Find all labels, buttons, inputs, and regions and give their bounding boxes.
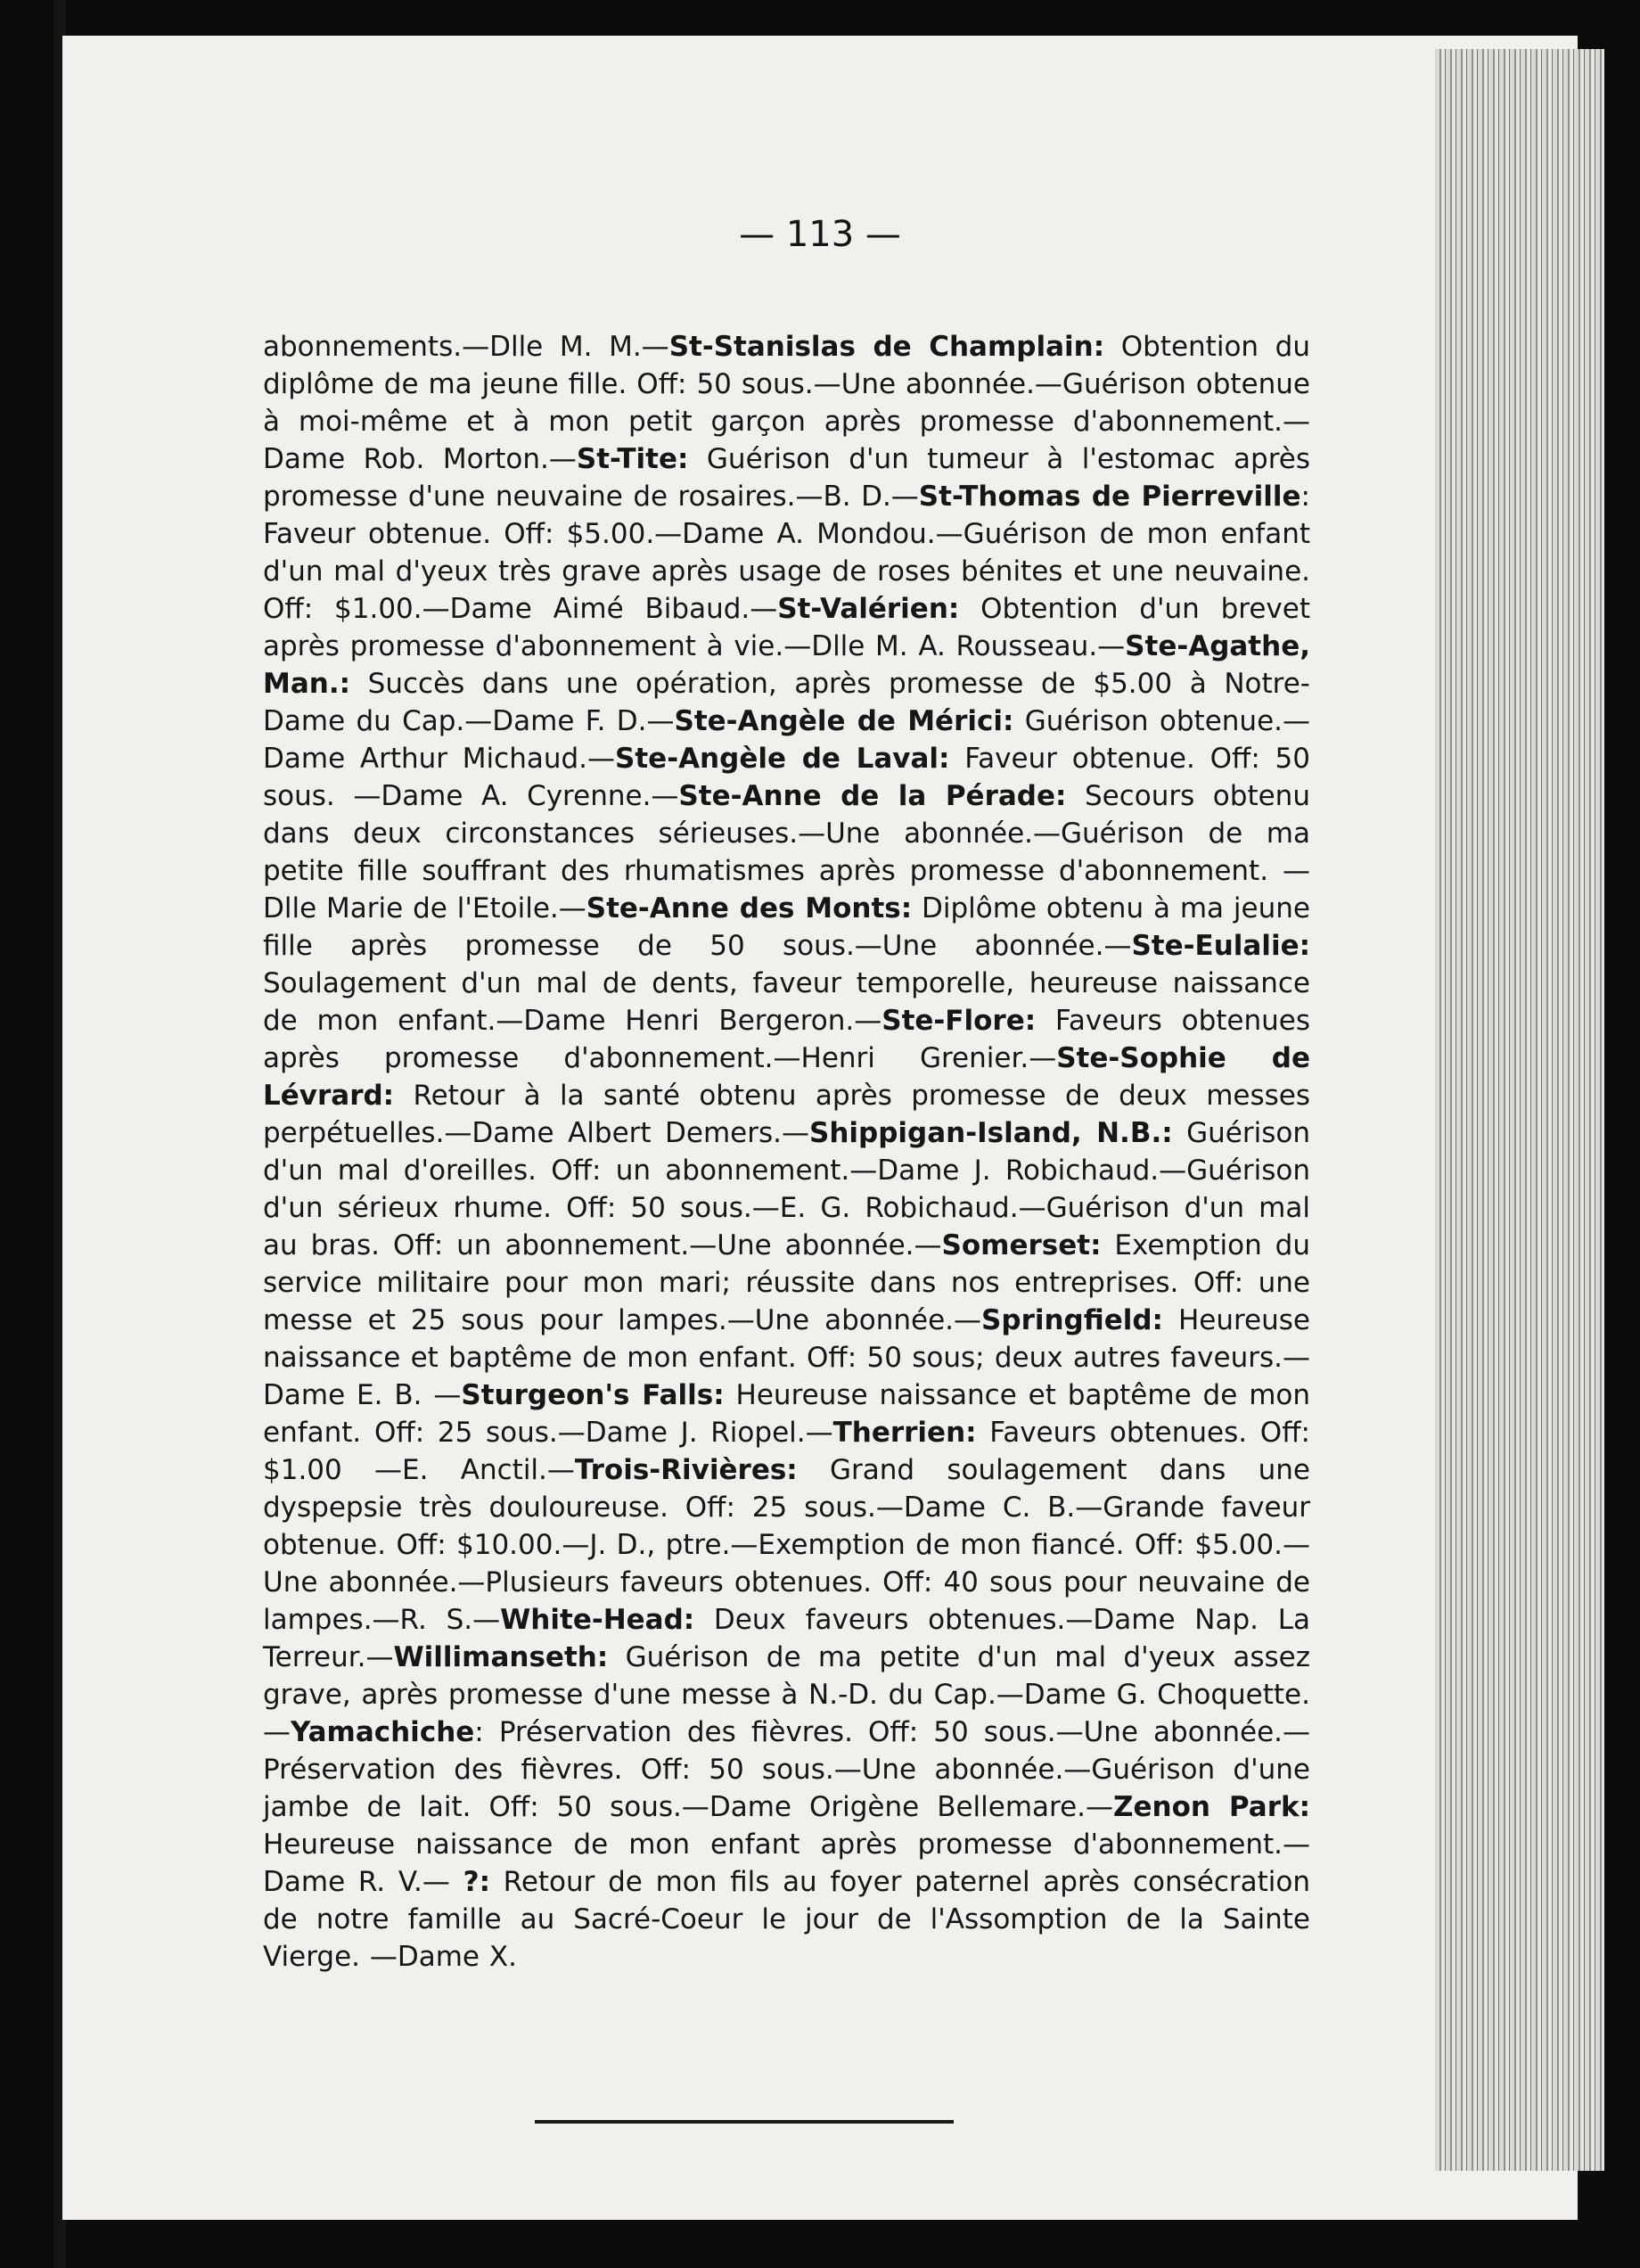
place-heading: White-Head:: [500, 1604, 695, 1636]
place-heading: Ste-Flore:: [882, 1005, 1037, 1037]
book-page: [62, 36, 1578, 2220]
place-heading: Zenon Park:: [1113, 1791, 1310, 1823]
body-text-run: Exemption du service militaire pour mon mari; réussite dans nos entreprises. Off: une messe et 25 sous pour lampes.—Une abonnée.—: [263, 1229, 1310, 1336]
body-text-run: Secours obtenu dans deux circonstances sérieuses.—Une abonnée.—Guérison de ma petite fille souffrant des rhumatismes après promesse d'abonnement. —Dlle Marie de l'Etoile.—: [263, 780, 1310, 924]
place-heading: Shippigan-Island, N.B.:: [809, 1117, 1173, 1149]
place-heading: Ste-Agathe, Man.:: [263, 630, 1310, 700]
place-heading: Springfield:: [981, 1304, 1163, 1336]
body-text-run: Obtention d'un brevet après promesse d'abonnement à vie.—Dlle M. A. Rousseau.—: [263, 593, 1311, 662]
body-text: [263, 328, 1310, 1976]
body-text-run: Faveurs obtenues après promesse d'abonnement.—Henri Grenier.—: [263, 1005, 1310, 1074]
place-heading: Willimanseth:: [393, 1641, 609, 1673]
place-heading: Ste-Angèle de Mérici:: [674, 705, 1014, 737]
body-text-run: Retour à la santé obtenu après promesse de deux messes perpétuelles.—Dame Albert Demers.—: [263, 1080, 1310, 1149]
place-heading: Ste-Sophie de Lévrard:: [263, 1042, 1310, 1112]
body-text-run: : Préservation des fièvres. Off: 50 sous.—Une abonnée.—Préservation des fièvres. Off: 50 sous.—Une abonnée.—Guérison d'une jambe de lait. Off: 50 sous.—Dame Origène Bellemare.—: [263, 1716, 1310, 1823]
place-heading: Ste-Anne des Monts:: [586, 892, 913, 924]
place-heading: ?:: [463, 1866, 490, 1898]
body-text-run: Succès dans une opération, après promesse de $5.00 à Notre-Dame du Cap.—Dame F. D.—: [263, 668, 1310, 737]
body-text-run: Soulagement d'un mal de dents, faveur temporelle, heureuse naissance de mon enfant.—Dame Henri Bergeron.—: [263, 967, 1310, 1037]
place-heading: Somerset:: [941, 1229, 1102, 1261]
body-text-run: Guérison d'un mal d'oreilles. Off: un abonnement.—Dame J. Robichaud.—Guérison d'un sérieux rhume. Off: 50 sous.—E. G. Robichaud.—Guérison d'un mal au bras. Off: un abonnement.—Une abonnée.—: [263, 1117, 1310, 1261]
body-text-run: Grand soulagement dans une dyspepsie très douloureuse. Off: 25 sous.—Dame C. B.—Grande faveur obtenue. Off: $10.00.—J. D., ptre.—Exemption de mon fiancé. Off: $5.00.—Une abonnée.—Plusieurs faveurs obtenues. Off: 40 sous pour neuvaine de lampes.—R. S.—: [263, 1454, 1310, 1636]
place-heading: St-Valérien:: [777, 593, 960, 625]
body-text-run: Guérison d'un tumeur à l'estomac après promesse d'une neuvaine de rosaires.—B. D.—: [263, 443, 1310, 513]
end-rule: [535, 2120, 954, 2124]
place-heading: Ste-Angèle de Laval:: [615, 743, 950, 775]
place-heading: Trois-Rivières:: [574, 1454, 798, 1486]
place-heading: Ste-Anne de la Pérade:: [678, 780, 1067, 812]
page-edges: [1435, 49, 1604, 2171]
body-text-run: Deux faveurs obtenues.—Dame Nap. La Terreur.—: [263, 1604, 1310, 1673]
body-text-run: Guérison obtenue.—Dame Arthur Michaud.—: [263, 705, 1310, 775]
place-heading: Sturgeon's Falls:: [461, 1379, 725, 1411]
place-heading: St-Tite:: [576, 443, 689, 475]
body-text-run: Diplôme obtenu à ma jeune fille après promesse de 50 sous.—Une abonnée.—: [263, 892, 1310, 962]
place-heading: St-Stanislas de Champlain:: [668, 331, 1105, 363]
body-text-run: Retour de mon fils au foyer paternel après consécration de notre famille au Sacré-Coeur le jour de l'Assomption de la Sainte Vierge. —Dame X.: [263, 1866, 1310, 1973]
body-text-run: Obtention du diplôme de ma jeune fille. Off: 50 sous.—Une abonnée.—Guérison obtenue à moi-même et à mon petit garçon après promesse d'abonnement.—Dame Rob. Morton.—: [263, 331, 1310, 475]
body-text-run: : Faveur obtenue. Off: $5.00.—Dame A. Mondou.—Guérison de mon enfant d'un mal d'yeux très grave après usage de roses bénites et une neuvaine. Off: $1.00.—Dame Aimé Bibaud.—: [263, 481, 1310, 625]
body-text-run: abonnements.—Dlle M. M.—: [263, 331, 669, 363]
place-heading: Yamachiche: [291, 1716, 475, 1748]
page-number: — 113 —: [739, 214, 901, 255]
place-heading: Ste-Eulalie:: [1131, 930, 1310, 962]
body-text-run: Heureuse naissance de mon enfant après promesse d'abonnement.—Dame R. V.—: [263, 1828, 1310, 1898]
body-text-run: Heureuse naissance et baptême de mon enfant. Off: 25 sous.—Dame J. Riopel.—: [263, 1379, 1311, 1449]
place-heading: Therrien:: [832, 1417, 977, 1449]
body-text-run: Faveur obtenue. Off: 50 sous. —Dame A. Cyrenne.—: [263, 743, 1311, 812]
body-text-run: Heureuse naissance et baptême de mon enfant. Off: 50 sous; deux autres faveurs.—Dame E. B. —: [263, 1304, 1310, 1411]
body-text-run: Guérison de ma petite d'un mal d'yeux assez grave, après promesse d'une messe à N.-D. du Cap.—Dame G. Choquette.—: [263, 1641, 1310, 1748]
body-text-run: Faveurs obtenues. Off: $1.00 —E. Anctil.—: [263, 1417, 1310, 1486]
place-heading: St-Thomas de Pierreville: [918, 481, 1301, 513]
